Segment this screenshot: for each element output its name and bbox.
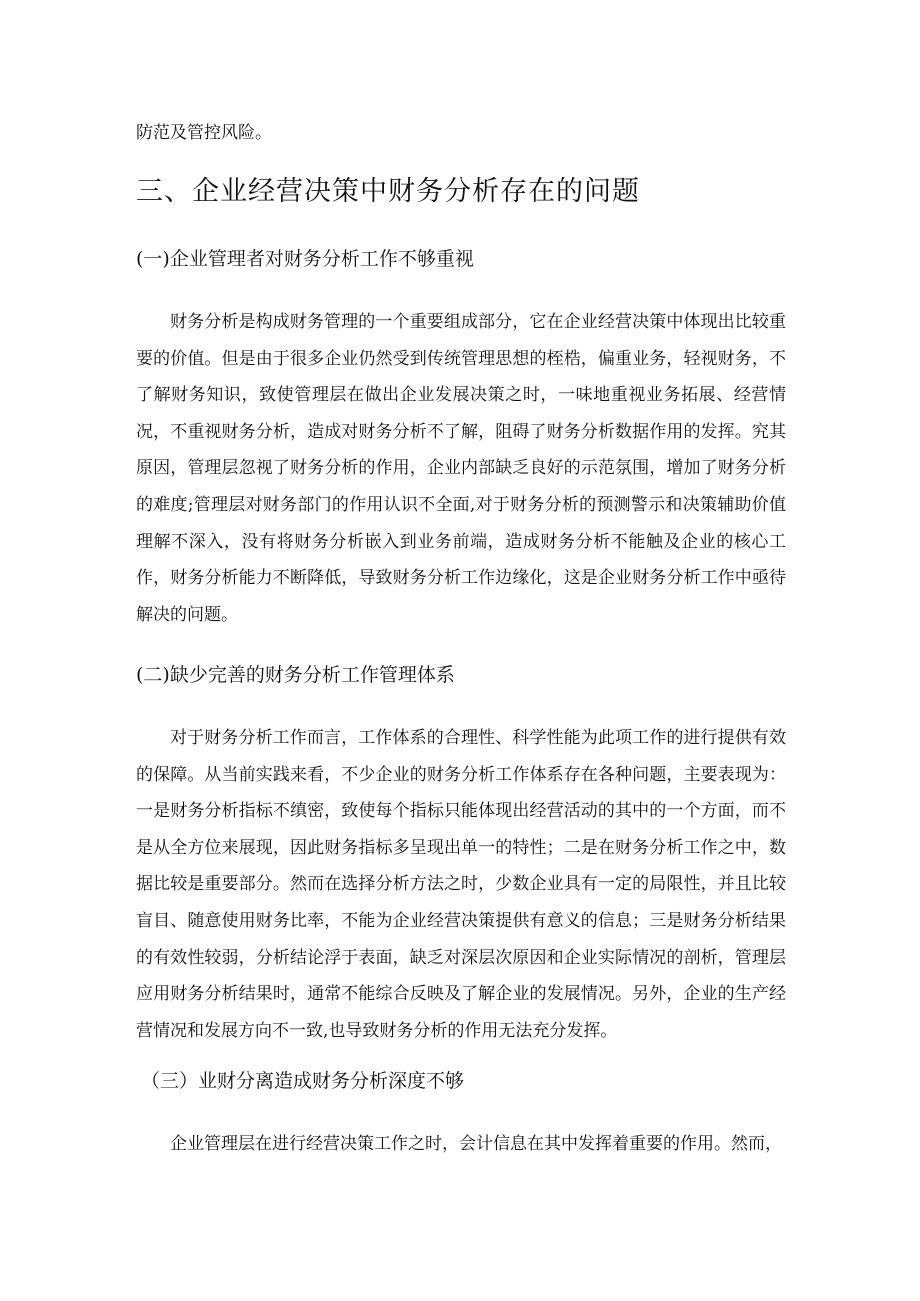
subsection-paragraph-1: 财务分析是构成财务管理的一个重要组成部分，它在企业经营决策中体现出比较重要的价值。但是由于很多企业仍然受到传统管理思想的桎梏，偏重业务，轻视财务，不了解财务知识，致使管理层在做出企业发展决策之时，一味地重视业务拓展、经营情况，不重视财务分析，造成对财务分析不了解，阻碍了财务分析数据作用的发挥。究其原因，管理层忽视了财务分析的作用，企业内部缺乏良好的示范氛围，增加了财务分析的难度;管理层对财务部门的作用认识不全面,对于财务分析的预测警示和决策辅助价值理解不深入，没有将财务分析嵌入到业务前端，造成财务分析不能触及企业的核心工作，财务分析能力不断降低，导致财务分析工作边缘化，这是企业财务分析工作中亟待解决的问题。 <box>136 312 786 625</box>
subsection-heading-3: （三）业财分离造成财务分析深度不够 <box>141 1070 465 1092</box>
lead-text: 防范及管控风险。 <box>136 123 272 143</box>
section-title: 三、企业经营决策中财务分析存在的问题 <box>136 176 640 207</box>
subsection-heading-2: (二)缺少完善的财务分析工作管理体系 <box>136 664 455 686</box>
subsection-paragraph-2: 对于财务分析工作而言，工作体系的合理性、科学性能为此项工作的进行提供有效的保障。从当前实践来看，不少企业的财务分析工作体系存在各种问题，主要表现为：一是财务分析指标不缜密，致使每个指标只能体现出经营活动的其中的一个方面，而不是从全方位来展现，因此财务指标多呈现出单一的特性；二是在财务分析工作之中，数据比较是重要部分。然而在选择分析方法之时，少数企业具有一定的局限性，并且比较盲目、随意使用财务比率，不能为企业经营决策提供有意义的信息；三是财务分析结果的有效性较弱，分析结论浮于表面，缺乏对深层次原因和企业实际情况的剖析，管理层应用财务分析结果时，通常不能综合反映及了解企业的发展情况。另外，企业的生产经营情况和发展方向不一致,也导致财务分析的作用无法充分发挥。 <box>136 728 786 1041</box>
subsection-heading-1: (一)企业管理者对财务分析工作不够重视 <box>136 248 474 270</box>
subsection-paragraph-3: 企业管理层在进行经营决策工作之时，会计信息在其中发挥着重要的作用。然而， <box>170 1134 782 1154</box>
